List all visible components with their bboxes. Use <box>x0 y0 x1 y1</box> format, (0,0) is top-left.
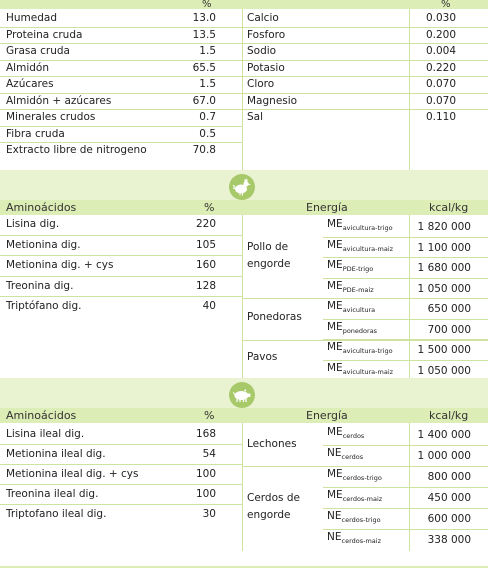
energy-metric-symbol: ME <box>327 320 343 333</box>
row-divider <box>0 276 242 277</box>
mineral-label: Sodio <box>247 45 277 57</box>
energy-metric-subscript: cerdos <box>341 453 364 461</box>
mineral-label: Sal <box>247 111 264 123</box>
animal-group-label: engorde <box>247 258 291 270</box>
mineral-value: 0.070 <box>425 94 456 107</box>
animal-group-label: Pollo de <box>247 241 289 253</box>
energy-value: 650 000 <box>427 303 471 315</box>
pig-table-header <box>0 408 488 423</box>
energy-metric-symbol: NE <box>327 531 342 543</box>
pct-header-left: % <box>202 0 212 10</box>
pct-header: % <box>204 201 215 214</box>
nutrient-value: 65.5 <box>192 61 216 74</box>
energy-metric-subscript: cerdos-trigo <box>342 474 382 482</box>
nutrient-label: Minerales crudos <box>6 111 96 123</box>
energy-metric-subscript: cerdos-maiz <box>342 495 383 503</box>
amino-value: 105 <box>195 238 216 251</box>
row-divider <box>323 445 488 446</box>
unit-header: kcal/kg <box>429 409 469 422</box>
energy-metric <box>327 468 382 482</box>
nutrient-label: Azúcares <box>6 78 54 90</box>
nutrient-label: Fibra cruda <box>6 127 65 140</box>
energy-value: 1 100 000 <box>417 241 471 254</box>
animal-group-label: Lechones <box>247 438 297 450</box>
row-divider <box>0 126 242 127</box>
energy-metric <box>327 239 393 253</box>
energy-metric <box>327 300 375 314</box>
animal-group-label: Pavos <box>247 351 278 363</box>
pct-header-right: % <box>441 0 451 10</box>
energy-metric-subscript: avicultura-maiz <box>342 367 394 376</box>
energy-metric-subscript: avicultura-trigo <box>342 347 393 355</box>
amino-label: Triptofano ileal dig. <box>6 508 107 520</box>
amino-label: Metionina dig. + cys <box>6 259 114 271</box>
energy-metric-subscript: PDE-maiz <box>342 285 374 294</box>
energy-metric-subscript: ponedoras <box>342 326 378 335</box>
mineral-label: Cloro <box>247 78 275 90</box>
energy-value: 1 050 000 <box>417 282 471 295</box>
amino-label: Lisina ileal dig. <box>6 428 85 440</box>
pig-icon <box>229 382 255 408</box>
row-divider <box>243 109 488 110</box>
row-divider <box>0 296 242 297</box>
energy-value: 800 000 <box>427 471 471 483</box>
row-divider <box>243 298 488 299</box>
amino-value: 54 <box>202 448 216 460</box>
nutrient-value: 0.5 <box>199 127 216 140</box>
nutrient-label: Grasa cruda <box>6 45 70 57</box>
row-divider <box>0 27 242 28</box>
energy-metric-symbol: NE <box>327 447 342 459</box>
energy-metric-symbol: ME <box>327 218 343 230</box>
nutrient-label: Almidón + azúcares <box>6 94 112 107</box>
amino-label: Triptófano dig. <box>6 300 82 312</box>
row-divider <box>243 27 488 28</box>
amino-header: Aminoácidos <box>6 409 77 422</box>
energy-metric-symbol: ME <box>327 489 343 501</box>
energy-value: 700 000 <box>427 323 471 336</box>
row-divider <box>323 529 488 530</box>
row-divider <box>0 444 242 445</box>
amino-value: 100 <box>195 488 216 500</box>
nutrient-value: 1.5 <box>199 45 216 57</box>
energy-metric-symbol: ME <box>327 238 343 251</box>
unit-header: kcal/kg <box>429 201 469 214</box>
mineral-label: Fosforo <box>247 28 286 41</box>
mineral-label: Potasio <box>247 61 285 74</box>
row-divider <box>323 360 488 361</box>
energy-metric <box>327 531 381 545</box>
amino-label: Metionina ileal dig. <box>6 448 106 460</box>
energy-metric <box>327 447 363 461</box>
animal-group-label: engorde <box>247 509 291 521</box>
amino-label: Lisina dig. <box>6 218 60 230</box>
energy-value: 1 820 000 <box>417 221 471 233</box>
row-divider <box>323 278 488 279</box>
row-divider <box>243 76 488 77</box>
nutrient-value: 67.0 <box>192 94 216 107</box>
energy-header: Energía <box>306 409 348 422</box>
mineral-value: 0.004 <box>425 45 456 57</box>
mineral-value: 0.220 <box>425 61 456 74</box>
poultry-band <box>0 170 488 204</box>
row-divider <box>243 43 488 44</box>
amino-label: Metionina ileal dig. + cys <box>6 468 139 480</box>
row-divider <box>0 93 242 94</box>
energy-value: 450 000 <box>427 492 471 504</box>
energy-metric-symbol: ME <box>327 300 343 312</box>
row-divider <box>0 464 242 465</box>
energy-value: 1 500 000 <box>417 344 471 356</box>
nutrient-label: Almidón <box>6 61 49 74</box>
row-divider <box>323 257 488 258</box>
nutrient-value: 70.8 <box>192 144 216 156</box>
energy-value: 1 050 000 <box>417 364 471 377</box>
composition-header <box>0 0 488 9</box>
bottom-rule <box>0 566 488 568</box>
energy-metric-subscript: cerdos <box>342 432 365 440</box>
energy-metric <box>327 341 393 355</box>
row-divider <box>0 142 242 143</box>
energy-metric-symbol: ME <box>327 468 343 480</box>
row-divider <box>323 508 488 509</box>
energy-value: 1 000 000 <box>417 450 471 462</box>
row-divider <box>0 255 242 256</box>
energy-metric <box>327 489 382 503</box>
energy-metric-subscript: PDE-trigo <box>342 265 374 273</box>
row-divider <box>0 109 242 110</box>
divider <box>242 423 243 551</box>
energy-metric-subscript: cerdos-maiz <box>341 537 381 545</box>
nutrient-value: 0.7 <box>199 111 216 123</box>
row-divider <box>0 484 242 485</box>
row-divider <box>323 487 488 488</box>
animal-group-label: Ponedoras <box>247 311 302 323</box>
row-divider <box>0 76 242 77</box>
amino-value: 128 <box>195 279 216 292</box>
amino-label: Treonina ileal dig. <box>6 488 99 500</box>
energy-metric-symbol: NE <box>327 510 342 522</box>
row-divider <box>243 93 488 94</box>
chicken-icon <box>229 174 255 200</box>
amino-label: Metionina dig. <box>6 238 81 251</box>
divider <box>242 215 243 378</box>
row-divider <box>243 466 488 467</box>
energy-value: 1 680 000 <box>417 262 471 274</box>
nutrient-value: 1.5 <box>199 78 216 90</box>
energy-value: 338 000 <box>427 534 471 546</box>
energy-header: Energía <box>306 201 348 214</box>
nutrient-label: Extracto libre de nitrogeno <box>6 144 147 156</box>
divider <box>242 9 243 170</box>
energy-metric-symbol: ME <box>327 426 343 438</box>
amino-value: 168 <box>195 428 216 440</box>
energy-value: 600 000 <box>427 513 471 525</box>
energy-metric-subscript: avicultura-trigo <box>342 224 393 232</box>
energy-metric-symbol: ME <box>327 259 343 271</box>
energy-metric <box>327 426 364 440</box>
energy-metric-subscript: avicultura <box>342 306 376 314</box>
energy-metric-symbol: ME <box>327 341 343 353</box>
pct-header: % <box>204 409 215 422</box>
animal-group-label: Cerdos de <box>247 492 300 504</box>
energy-metric <box>327 218 393 232</box>
row-divider <box>0 235 242 236</box>
nutrient-value: 13.0 <box>192 12 216 24</box>
mineral-value: 0.200 <box>425 28 456 41</box>
amino-label: Treonina dig. <box>6 279 74 292</box>
energy-metric <box>327 321 377 335</box>
pig-band <box>0 378 488 412</box>
row-divider <box>323 237 488 238</box>
energy-metric <box>327 280 374 294</box>
energy-metric-subscript: cerdos-trigo <box>341 516 381 524</box>
row-divider <box>243 60 488 61</box>
energy-metric-symbol: ME <box>327 361 343 374</box>
amino-value: 30 <box>202 508 216 520</box>
mineral-value: 0.110 <box>425 111 456 123</box>
mineral-label: Calcio <box>247 12 279 24</box>
amino-value: 40 <box>202 300 216 312</box>
energy-metric <box>327 510 381 524</box>
nutrient-label: Proteina cruda <box>6 28 83 41</box>
mineral-label: Magnesio <box>247 94 298 107</box>
energy-metric <box>327 362 393 376</box>
mineral-value: 0.030 <box>425 12 456 24</box>
mineral-value: 0.070 <box>425 78 456 90</box>
amino-value: 100 <box>195 468 216 480</box>
nutrient-label: Humedad <box>6 12 58 24</box>
energy-value: 1 400 000 <box>417 429 471 441</box>
row-divider <box>0 60 242 61</box>
energy-metric-subscript: avicultura-maiz <box>342 244 394 253</box>
amino-value: 220 <box>195 218 216 230</box>
row-divider <box>0 504 242 505</box>
poultry-table-header <box>0 200 488 215</box>
nutrient-value: 13.5 <box>192 28 216 41</box>
energy-metric-symbol: ME <box>327 279 343 292</box>
row-divider <box>0 43 242 44</box>
energy-metric <box>327 259 373 273</box>
amino-header: Aminoácidos <box>6 201 77 214</box>
row-divider <box>243 340 488 341</box>
amino-value: 160 <box>195 259 216 271</box>
row-divider <box>323 319 488 320</box>
